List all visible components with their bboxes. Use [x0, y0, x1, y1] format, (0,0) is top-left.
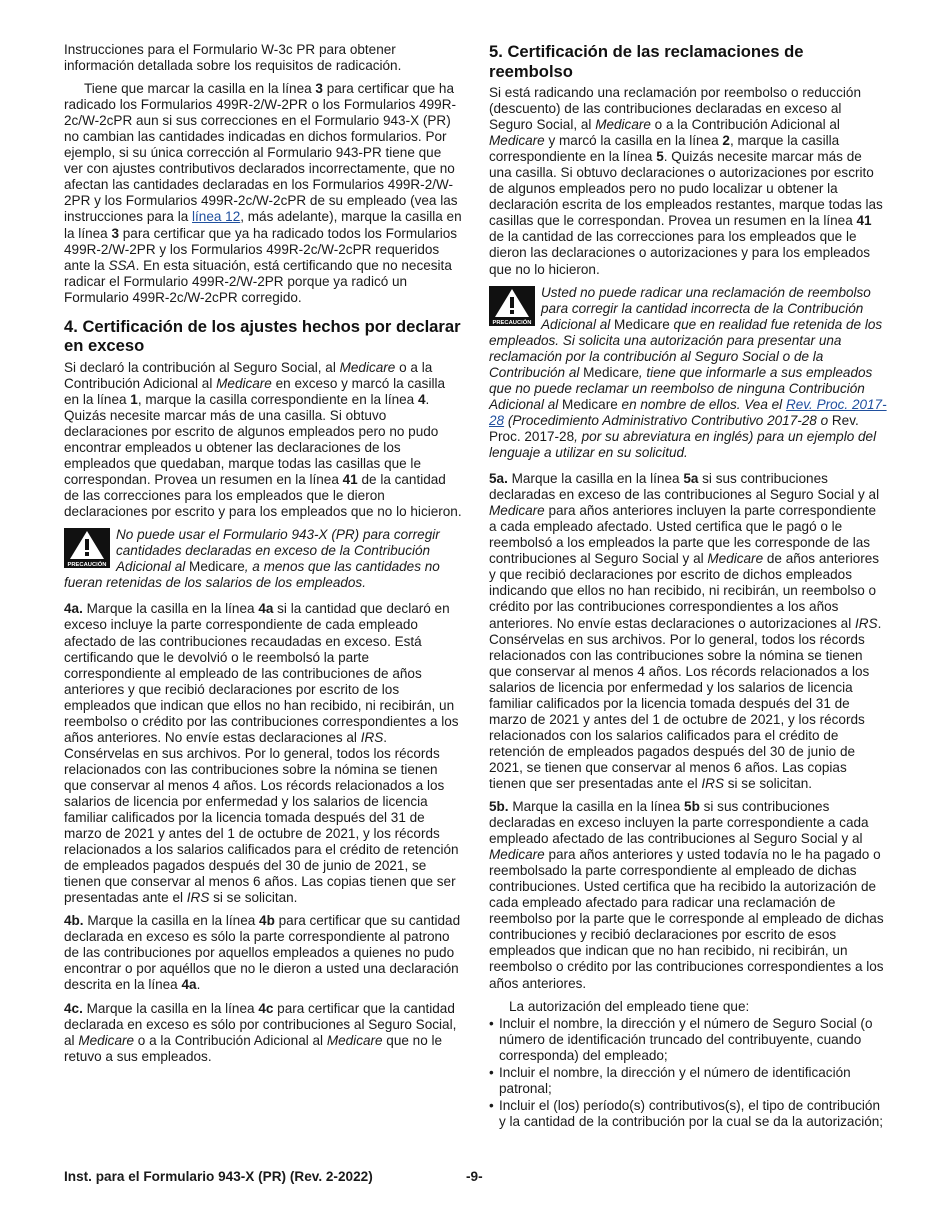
list-item: • Incluir el nombre, la dirección y el número de Seguro Social (o número de identificación truncado del contribuyente, cuando corresponda) del empleado;	[489, 1015, 873, 1063]
paragraph-radication-intro: Instrucciones para el Formulario W-3c PR para obtener información detallada sobre los requisitos de radicación.	[64, 42, 402, 74]
left-column	[64, 42, 462, 1072]
paragraph-4c: 4c. Marque la casilla en la línea 4c para certificar que la cantidad declarada en exceso es sólo por contribuciones al Seguro Social, al Medicare o a la Contribución Adicional al Medicare que no le retuvo a sus empleados.	[64, 1000, 457, 1064]
paragraph-4b: 4b. Marque la casilla en la línea 4b para certificar que su cantidad declarada en exceso es sólo la parte correspondiente al patrono de las contribuciones por aquellos empleados a quienes no pudo encontrar o por aquéllos que no le dieron a usted una declaración descrita en la línea 4a.	[64, 913, 461, 993]
paragraph-5a: 5a. Marque la casilla en la línea 5a si sus contribuciones declaradas en exceso de las contribuciones al Seguro Social y al Medicare para años anteriores incluyen la parte correspondiente a cada empleado afectado. Usted certifica que le pagó o le reembolsó a los empleados la parte que les corresponde de las contribuciones al Seguro Social y al Medicare de años anteriores y que recibió declaraciones por escrito de dichos empleados indicando que ellos no han recibido, ni recibirán, un reembolso o crédito por las contribuciones correspondientes a los años anteriores. No envíe estas declaraciones o autorizaciones al IRS. Consérvelas en sus archivos. Por lo general, todos los récords relacionados con las contribuciones sobre la nómina se tienen que conservar al menos 4 años. Los récords relacionados a los salarios de licencia por enfermedad y los salarios de licencia familiar calificados por la licencia tomada después del 31 de marzo de 2021 y antes del 1 de octubre de 2021, y los récords relacionados con los salarios calificados para el crédito de retención de empleados pagados después del 30 de junio de 2021, se tienen que conservar al menos 6 años. Las copias tienen que ser presentadas ante el IRS si se solicitan.	[489, 471, 882, 791]
paragraph-section-4: Si declaró la contribución al Seguro Social, al Medicare o a la Contribución Adicional al Medicare en exceso y marcó la casilla en la línea 1, marque la casilla correspondiente en la línea 4. Quizás necesite marcar más de una casilla. Si obtuvo declaraciones por escrito de algunos empleados pero no pudo encontrar empleados u obtener las declaraciones de los empleados que quedaban, marque todas las casillas que le correspondan. Provea un resumen en la línea 41 de la cantidad de las correcciones para los empleados que le dieron declaraciones por escrito y para los empleados que no lo hicieron.	[64, 359, 462, 520]
list-item: • Incluir el (los) período(s) contributivos(s), el tipo de contribución y la cantidad de la contribución por la cual se da la autorización;	[489, 1097, 884, 1129]
caution-icon-label: PRECAUCIÓN	[67, 562, 107, 569]
caution-note-1: PRECAUCIÓN No puede usar el Formulario 943-X (PR) para corregir cantidades declaradas en exceso de la Contribución Adicional al Medicare, a menos que las cantidades no fueran retenidas de los salarios de los empleados.	[64, 527, 440, 591]
right-column	[489, 42, 887, 1131]
caution-icon-label: PRECAUCIÓN	[492, 319, 532, 326]
authorization-intro: La autorización del empleado tiene que:	[509, 998, 750, 1014]
line-12-link[interactable]: línea 12	[192, 209, 241, 225]
paragraph-section-5: Si está radicando una reclamación por reembolso o reducción (descuento) de las contribuciones declaradas en exceso al Seguro Social, al Medicare o a la Contribución Adicional al Medicare y marcó la casilla en la línea 2, marque la casilla correspondiente en la línea 5. Quizás necesite marcar más de una casilla. Si obtuvo declaraciones o autorizaciones por escrito de algunos empleados pero no pudo localizar u obtener la declaración escrita de los empleados restantes, marque todas las casillas que le correspondan. Provea un resumen en la línea 41 de la cantidad de las correcciones para los empleados que le dieron las declaraciones o autorizaciones y para los empleados que no lo hicieron.	[489, 85, 883, 277]
caution-warning-icon	[64, 528, 110, 568]
footer-form-title: Inst. para el Formulario 943-X (PR) (Rev. 2-2022)	[64, 1169, 373, 1184]
paragraph-4a: 4a. Marque la casilla en la línea 4a si la cantidad que declaró en exceso incluye la parte correspondiente de cada empleado afectado de las contribuciones recaudadas en exceso. Está certificando que le devolvió o le reembolsó la parte correspondiente al empleado de las contribuciones de años anteriores y que recibió declaraciones por escrito de los empleados que indican que ellos no han recibido, ni recibirán, un reembolso o crédito por las contribuciones correspondientes a los años anteriores. No envíe estas declaraciones al IRS. Consérvelas en sus archivos. Por lo general, todos los récords relacionados con las contribuciones sobre la nómina se tienen que conservar al menos 4 años. Los récords relacionados a los salarios de licencia por enfermedad y los salarios de licencia familiar calificados por la licencia tomada después del 31 de marzo de 2021 y antes del 1 de octubre de 2021, y los récords relacionados a los salarios calificados para el crédito de retención de empleados pagados después del 30 de junio de 2021, se tienen que conservar al menos 6 años. Las copias tienen que ser presentadas ante el IRS si se solicitan.	[64, 601, 459, 906]
bullet-icon: •	[489, 1097, 494, 1113]
bullet-icon: •	[489, 1015, 494, 1031]
bullet-icon: •	[489, 1064, 494, 1080]
page-number: -9-	[466, 1169, 483, 1184]
caution-note-2: PRECAUCIÓN Usted no puede radicar una reclamación de reembolso para corregir la cantidad incorrecta de la Contribución Adicional al Medicare que en realidad fue retenida de los empleados. Si solicita una autorización para presentar una reclamación por la contribución al Seguro Social o de la Contribución al Medicare, tiene que informarle a sus empleados que no puede reclamar un reembolso de ninguna Contribución Adicional al Medicare en nombre de ellos. Vea el Rev. Proc. 2017-28 (Procedimiento Administrativo Contributivo 2017-28 o Rev. Proc. 2017-28, por su abreviatura en inglés) para un ejemplo del lenguaje a utilizar en su solicitud.	[489, 284, 887, 461]
rev-proc-2017-28-link[interactable]: Rev. Proc. 2017-28	[489, 396, 887, 428]
list-item: • Incluir el nombre, la dirección y el número de identificación patronal;	[489, 1064, 851, 1096]
paragraph-line3: Tiene que marcar la casilla en la línea 3 para certificar que ha radicado los Formularios 499R-2/W-2PR o los Formularios 499R-2c/W-2cPR aun si sus correcciones en el Formulario 943-X (PR) no cambian las cantidades indicadas en dichos formularios. Por ejemplo, si su única corrección al Formulario 943-PR tiene que ver con ajustes contributivos declarados incorrectamente, que no afectan las cantidades declaradas en los Formularios 499R-2/W-2PR y los Formularios 499R-2c/W-2cPR de su empleado (vea las instrucciones para la línea 12, más adelante), marque la casilla en la línea 3 para certificar que ya ha radicado todos los Formularios 499R-2/W-2PR y los Formularios 499R-2c/W-2cPR requeridos ante la SSA. En esta situación, está certificando que no necesita radicar el Formulario 499R-2/W-2PR porque ya radicó un Formulario 499R-2c/W-2cPR corregido.	[64, 81, 462, 305]
caution-warning-icon	[489, 286, 535, 326]
section-5-heading: 5. Certificación de las reclamaciones de reembolso	[489, 42, 804, 81]
paragraph-5b: 5b. Marque la casilla en la línea 5b si sus contribuciones declaradas en exceso incluyen la parte correspondiente a cada empleado afectado de las contribuciones al Seguro Social y al Medicare para años anteriores y usted todavía no le ha pagado o reembolsado la parte correspondiente al empleado de dichas contribuciones. Usted certifica que ha recibido la autorización de cada empleado afectado para radicar una reclamación de reembolso por la parte que le corresponde al empleado de dichas contribuciones y recibió declaraciones por escrito de esos empleados que indican que no han recibido, ni recibirán, un reembolso o crédito por las contribuciones correspondientes a los años anteriores.	[489, 799, 884, 991]
section-4-heading: 4. Certificación de los ajustes hechos por declarar en exceso	[64, 316, 461, 356]
